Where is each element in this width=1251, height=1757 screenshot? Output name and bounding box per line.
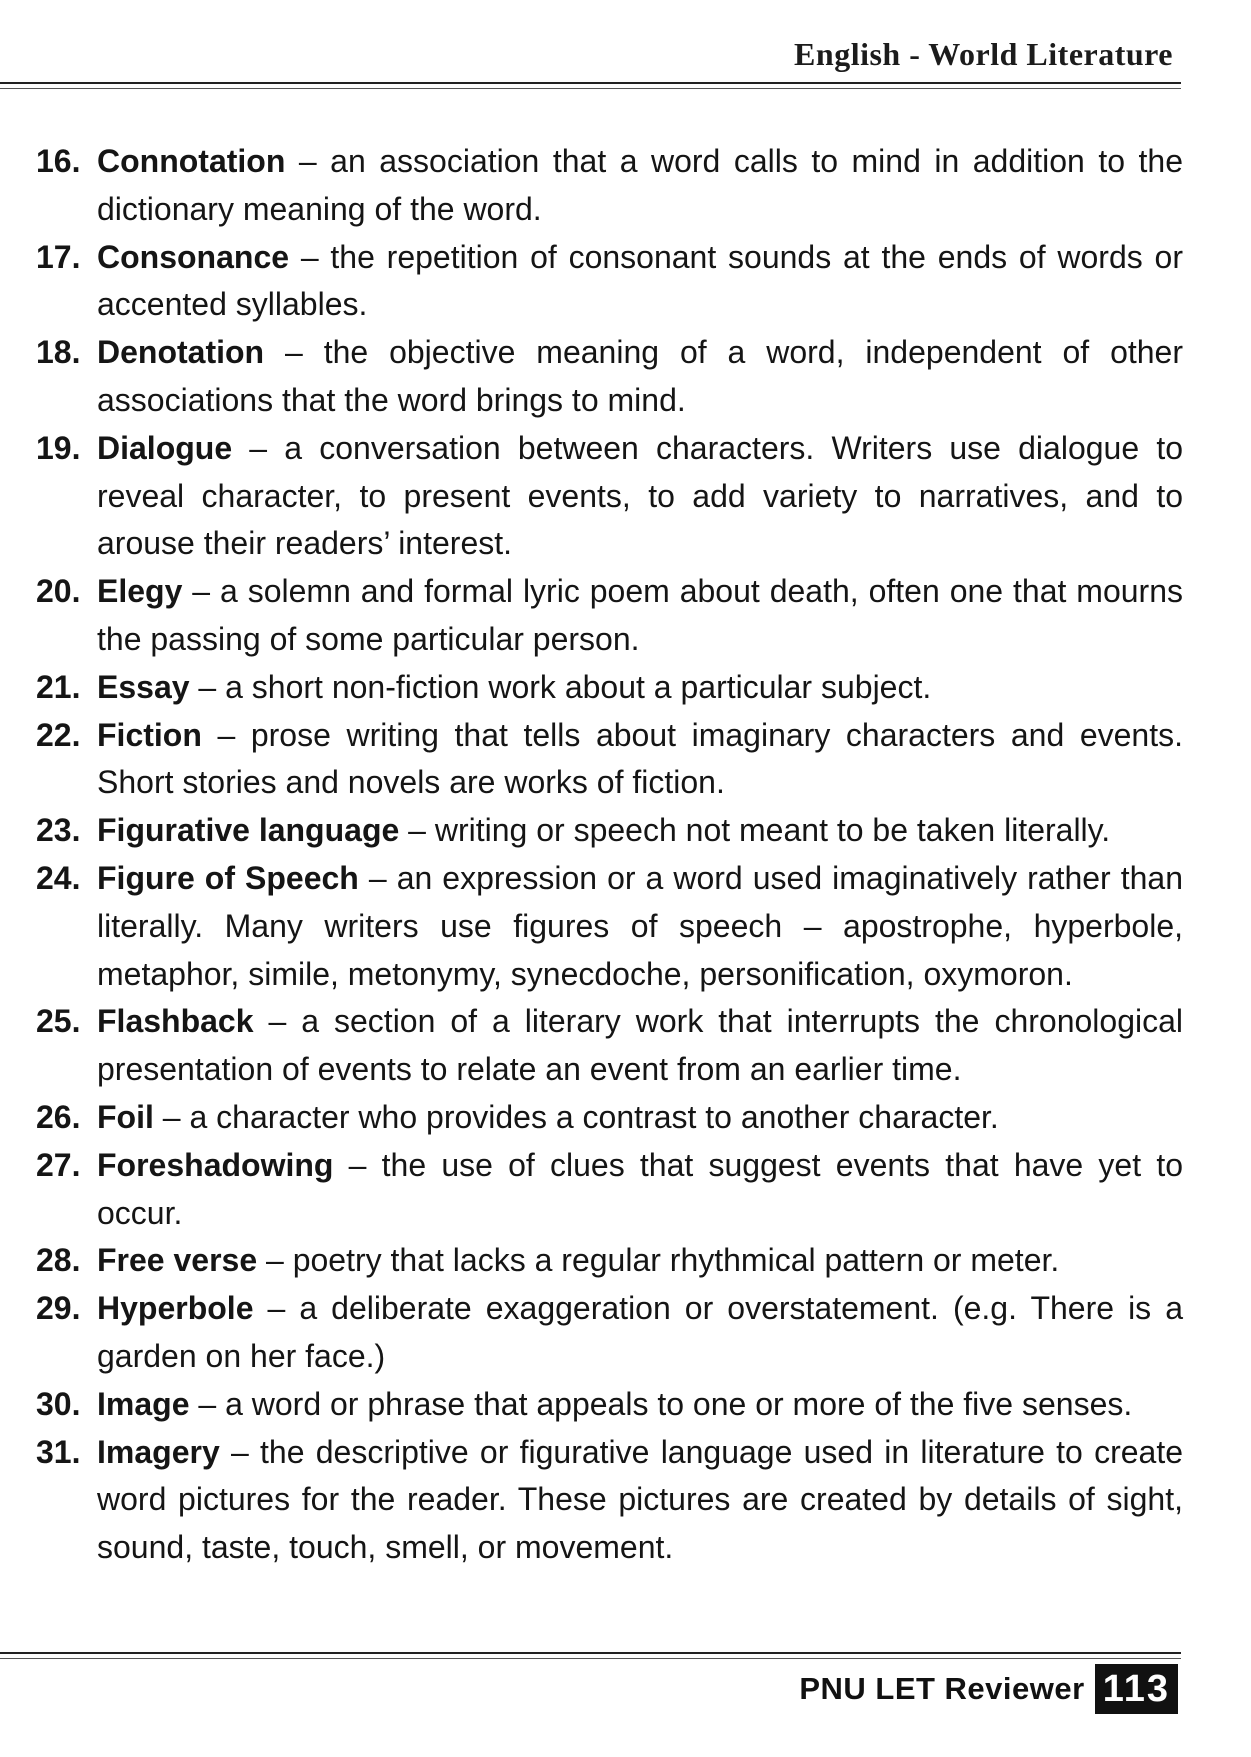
entry-term: Connotation xyxy=(97,143,286,179)
entry-number: 20. xyxy=(36,573,81,610)
entry-number: 30. xyxy=(36,1385,81,1422)
entry-definition: – the use of clues that suggest events that have yet to occur. xyxy=(97,1146,1183,1231)
entry-definition: – the repetition of consonant sounds at the ends of words or accented syllables. xyxy=(97,238,1183,323)
entry-term: Consonance xyxy=(97,238,290,275)
entry-definition: – a word or phrase that appeals to one or more of the five senses. xyxy=(189,1385,1133,1422)
entry-term: Elegy xyxy=(97,573,183,610)
entry-term: Foil xyxy=(97,1098,154,1135)
footer-rule xyxy=(0,1652,1181,1654)
glossary-entry xyxy=(36,1094,1183,1142)
glossary-entry xyxy=(36,1381,1183,1429)
entry-number: 27. xyxy=(36,1146,81,1183)
book-title: PNU LET Reviewer xyxy=(799,1671,1085,1706)
entry-definition: – an association that a word calls to mind in addition to the dictionary meaning of the word. xyxy=(97,143,1183,227)
entry-term: Imagery xyxy=(97,1433,220,1470)
entry-definition: – a conversation between characters. Writers use dialogue to reveal character, to present events, to add variety to narratives, and to arouse their readers’ interest. xyxy=(97,429,1183,562)
glossary-entry xyxy=(36,712,1183,808)
entry-term: Denotation xyxy=(97,334,265,371)
entry-number: 19. xyxy=(36,429,81,466)
entry-definition: – the descriptive or figurative language used in literature to create word pictures for the reader. These pictures are created by details of sight, sound, taste, touch, smell, or movement. xyxy=(97,1433,1183,1566)
entry-term: Figurative language xyxy=(97,812,400,849)
entry-definition: – writing or speech not meant to be taken literally. xyxy=(399,812,1111,849)
entry-definition: – a solemn and formal lyric poem about death, often one that mourns the passing of some particular person. xyxy=(97,573,1183,657)
entry-number: 22. xyxy=(36,716,81,753)
page-footer xyxy=(799,1664,1178,1714)
entry-number: 28. xyxy=(36,1242,81,1279)
running-header: English - World Literature xyxy=(794,36,1173,72)
entry-number: 18. xyxy=(36,334,81,371)
glossary-entry xyxy=(36,1285,1183,1381)
entry-number: 25. xyxy=(36,1003,81,1040)
entry-definition: – the objective meaning of a word, independent of other associations that the word brings to mind. xyxy=(97,334,1183,418)
entry-term: Hyperbole xyxy=(97,1290,254,1327)
entry-term: Figure of Speech xyxy=(97,859,359,896)
entry-term: Flashback xyxy=(97,1003,254,1040)
entry-definition: – a short non-fiction work about a particular subject. xyxy=(189,668,932,705)
glossary-entry xyxy=(36,807,1183,855)
glossary-entry xyxy=(36,329,1183,425)
entry-definition: – a character who provides a contrast to another character. xyxy=(153,1098,999,1135)
entry-term: Fiction xyxy=(97,716,202,753)
glossary-entry xyxy=(36,1429,1183,1572)
entry-number: 16. xyxy=(36,143,81,179)
entry-definition: – a section of a literary work that interrupts the chronological presentation of events to relate an event from an earlier time. xyxy=(97,1003,1183,1088)
entry-number: 23. xyxy=(36,812,81,849)
entry-term: Dialogue xyxy=(97,429,233,466)
entry-number: 29. xyxy=(36,1290,81,1327)
header-rule xyxy=(0,82,1181,84)
page-number: 113 xyxy=(1095,1664,1178,1714)
entry-term: Foreshadowing xyxy=(97,1146,334,1183)
entry-term: Image xyxy=(97,1385,190,1422)
glossary-entry xyxy=(36,568,1183,664)
entry-definition: – poetry that lacks a regular rhythmical pattern or meter. xyxy=(257,1242,1060,1279)
glossary-list xyxy=(36,138,1183,1572)
entry-definition: – prose writing that tells about imaginary characters and events. Short stories and novels are works of fiction. xyxy=(97,716,1183,801)
glossary-entry xyxy=(36,138,1183,234)
entry-term: Essay xyxy=(97,668,190,705)
glossary-entry xyxy=(36,664,1183,712)
glossary-entry xyxy=(36,234,1183,330)
footer-rule-thin xyxy=(0,1658,1181,1659)
entry-definition: – an expression or a word used imaginatively rather than literally. Many writers use figures of speech – apostrophe, hyperbole, metaphor, simile, metonymy, synecdoche, personification, oxymoron. xyxy=(97,859,1184,992)
glossary-entry xyxy=(36,855,1183,998)
glossary-entry xyxy=(36,998,1183,1094)
glossary-entry xyxy=(36,425,1183,568)
glossary-entry xyxy=(36,1142,1183,1238)
entry-number: 17. xyxy=(36,238,81,275)
header-rule-thin xyxy=(0,88,1181,89)
glossary-entry xyxy=(36,1237,1183,1285)
entry-number: 26. xyxy=(36,1098,81,1135)
entry-number: 24. xyxy=(36,859,81,896)
entry-number: 21. xyxy=(36,668,81,705)
entry-definition: – a deliberate exaggeration or overstatement. (e.g. There is a garden on her face.) xyxy=(97,1290,1183,1374)
entry-number: 31. xyxy=(36,1433,81,1470)
entry-term: Free verse xyxy=(97,1242,258,1279)
